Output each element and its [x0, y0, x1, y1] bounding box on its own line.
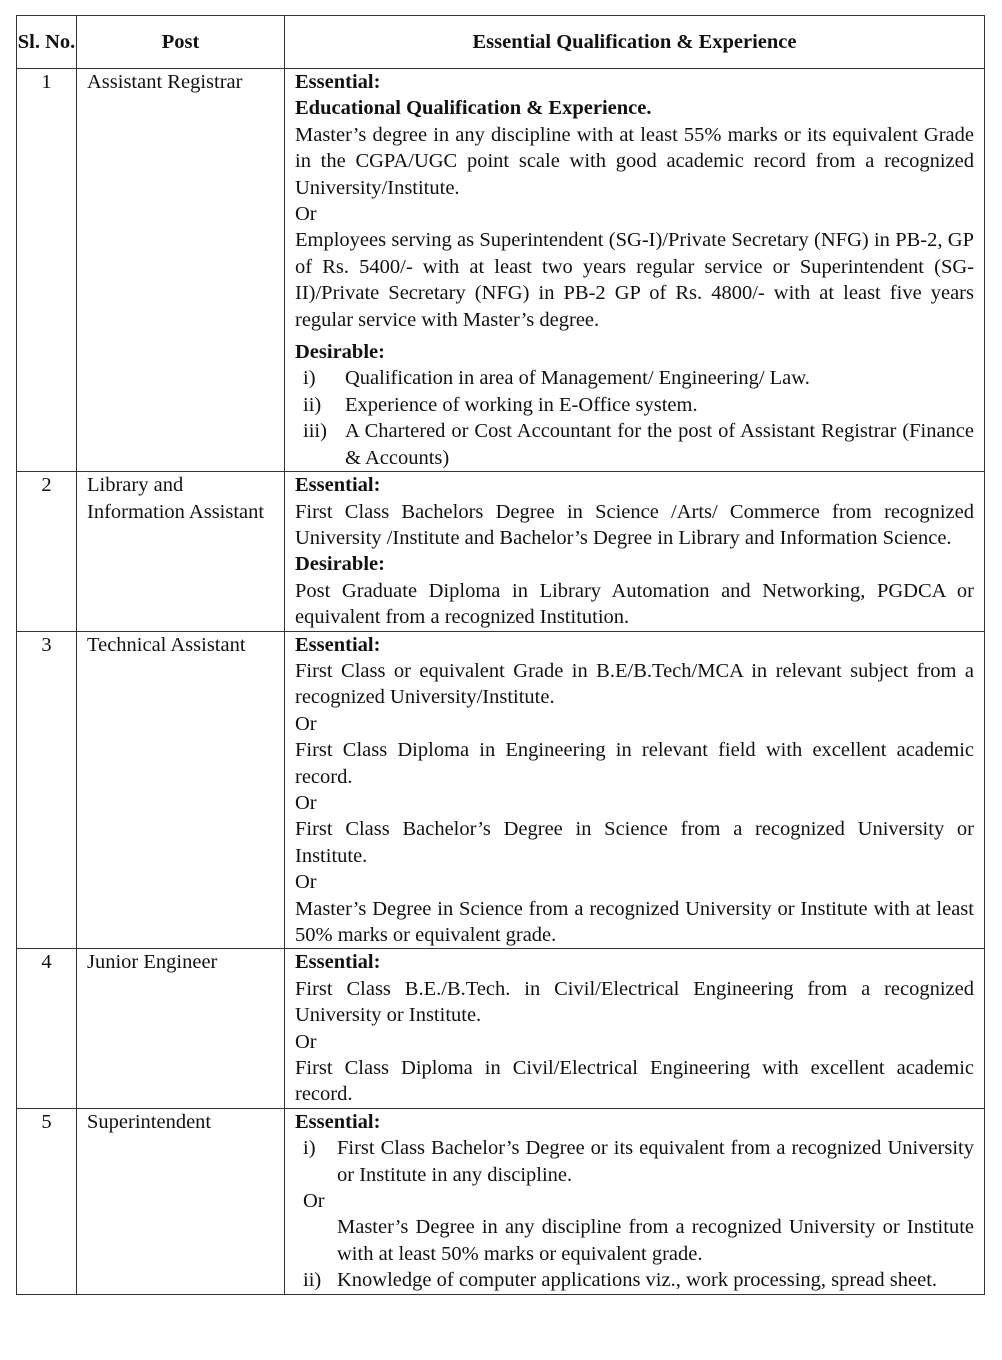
- list-text: Qualification in area of Management/ Engineering/ Law.: [345, 367, 810, 390]
- desirable-label: Desirable:: [295, 553, 385, 576]
- sub-heading: Educational Qualification & Experience.: [295, 97, 652, 120]
- qualification-text: First Class Diploma in Civil/Electrical Engineering with excellent academic record.: [295, 1057, 974, 1106]
- cell-sl-no: 3: [17, 631, 77, 949]
- header-post: Post: [77, 16, 285, 69]
- list-number: iii): [303, 420, 327, 443]
- cell-post: Library and Information Assistant: [77, 472, 285, 631]
- essential-list: [295, 1267, 974, 1293]
- header-row: [17, 16, 985, 69]
- list-text: Knowledge of computer applications viz., work processing, spread sheet.: [337, 1269, 938, 1292]
- qualification-text: First Class Diploma in Engineering in relevant field with excellent academic record.: [295, 739, 974, 788]
- cell-post: Technical Assistant: [77, 631, 285, 949]
- list-text: A Chartered or Cost Accountant for the post of Assistant Registrar (Finance & Accounts): [345, 420, 974, 469]
- cell-post: Superintendent: [77, 1108, 285, 1294]
- qualification-text: First Class or equivalent Grade in B.E/B.Tech/MCA in relevant subject from a recognized University/Institute.: [295, 659, 974, 709]
- essential-label: Essential:: [295, 1110, 381, 1133]
- cell-qualification: [285, 631, 985, 949]
- or-separator: Or: [295, 203, 317, 226]
- list-number: ii): [303, 1269, 322, 1292]
- qualification-text: Master’s Degree in Science from a recognized University or Institute with at least 50% marks or equivalent grade.: [295, 897, 974, 946]
- qualification-text: Employees serving as Superintendent (SG-I)/Private Secretary (NFG) in PB-2, GP of Rs. 5400/- with at least two years regular service or Superintendent (SG-II)/Private Secretary (NFG) in PB-2 GP of Rs. 4800/- with at least five years regular service with Master’s degree.: [295, 229, 974, 331]
- qualification-text: Post Graduate Diploma in Library Automation and Networking, PGDCA or equivalent from a recognized Institution.: [295, 579, 974, 629]
- list-item: [295, 1135, 974, 1188]
- or-separator: Or: [303, 1190, 325, 1213]
- qualification-text: Master’s Degree in any discipline from a recognized University or Institute with at least 50% marks or equivalent grade.: [337, 1216, 974, 1265]
- qualification-text: First Class Bachelors Degree in Science /Arts/ Commerce from recognized University /Institute and Bachelor’s Degree in Library and Information Science.: [295, 500, 974, 549]
- or-separator: Or: [295, 871, 317, 894]
- list-item: [295, 392, 974, 418]
- list-number: i): [303, 1137, 316, 1160]
- qualification-text: First Class Bachelor’s Degree in Science from a recognized University or Institute.: [295, 818, 974, 867]
- table-row: [17, 631, 985, 949]
- header-qualification: Essential Qualification & Experience: [285, 16, 985, 69]
- or-separator: Or: [295, 1030, 317, 1053]
- desirable-label: Desirable:: [295, 341, 385, 364]
- essential-label: Essential:: [295, 474, 381, 497]
- table-row: [17, 69, 985, 472]
- list-text: Experience of working in E-Office system.: [345, 393, 698, 416]
- cell-sl-no: 4: [17, 949, 77, 1108]
- or-separator: Or: [295, 712, 317, 735]
- qualification-text: Master’s degree in any discipline with at least 55% marks or its equivalent Grade in the CGPA/UGC point scale with good academic record from a recognized University/Institute.: [295, 123, 974, 199]
- table-row: [17, 1108, 985, 1294]
- list-text: First Class Bachelor’s Degree or its equivalent from a recognized University or Institute in any discipline.: [337, 1137, 974, 1186]
- table-row: [17, 949, 985, 1108]
- table-row: [17, 472, 985, 631]
- header-sl-no: Sl. No.: [17, 16, 77, 69]
- cell-post: Assistant Registrar: [77, 69, 285, 472]
- cell-qualification: [285, 949, 985, 1108]
- cell-sl-no: 2: [17, 472, 77, 631]
- essential-label: Essential:: [295, 951, 381, 974]
- desirable-list: [295, 365, 974, 471]
- qualification-text: First Class B.E./B.Tech. in Civil/Electrical Engineering from a recognized University or Institute.: [295, 977, 974, 1027]
- essential-label: Essential:: [295, 71, 381, 93]
- cell-qualification: [285, 69, 985, 472]
- cell-post: Junior Engineer: [77, 949, 285, 1108]
- essential-label: Essential:: [295, 633, 381, 656]
- list-number: ii): [303, 393, 322, 416]
- or-separator: Or: [295, 791, 317, 814]
- cell-qualification: [285, 472, 985, 631]
- list-number: i): [303, 367, 316, 390]
- cell-qualification: [285, 1108, 985, 1294]
- list-item: [295, 418, 974, 471]
- cell-sl-no: 5: [17, 1108, 77, 1294]
- list-item: [295, 1267, 974, 1293]
- essential-list: [295, 1135, 974, 1188]
- cell-sl-no: 1: [17, 69, 77, 472]
- qualification-table: [16, 15, 985, 1295]
- list-item: [295, 365, 974, 391]
